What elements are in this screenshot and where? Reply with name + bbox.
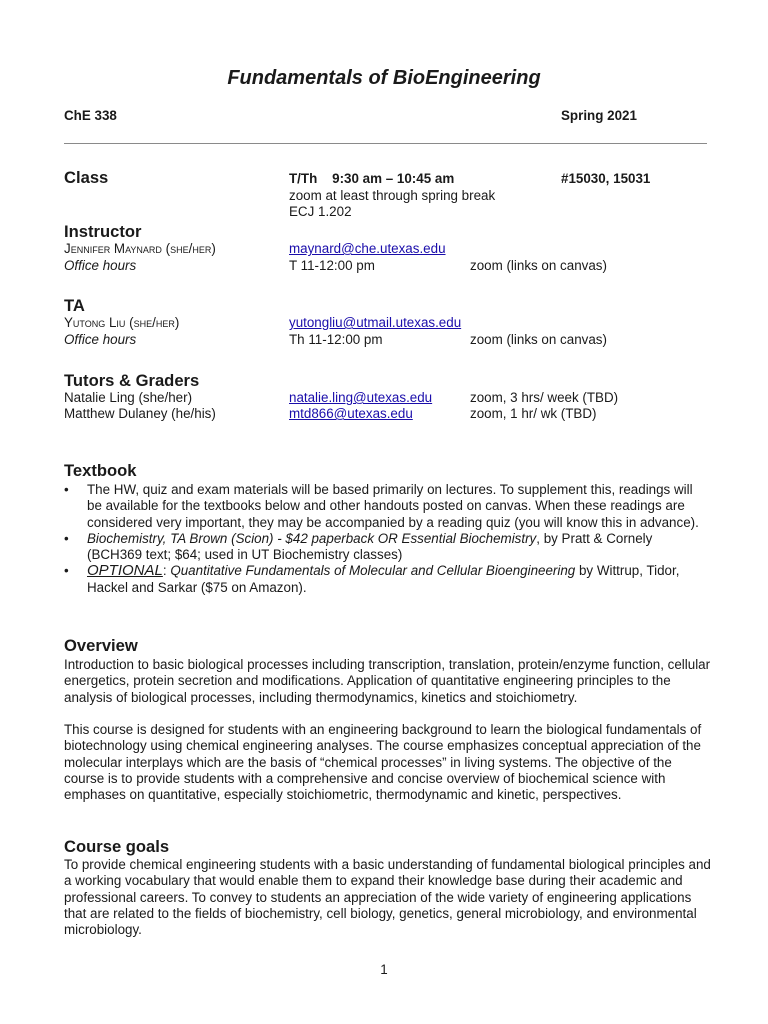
optional-label: OPTIONAL xyxy=(87,562,163,580)
tutor-hours: zoom, 1 hr/ wk (TBD) xyxy=(470,406,597,421)
instructor-heading: Instructor xyxy=(64,222,142,241)
textbook-item-text: , by Pratt & Cornely (BCH369 text; $64; used in UT Biochemistry classes) xyxy=(87,530,653,563)
list-item xyxy=(64,482,709,531)
textbook-item-text: by Wittrup, Tidor, Hackel and Sarkar ($75 on Amazon). xyxy=(87,563,680,595)
ta-heading: TA xyxy=(64,296,85,315)
tutor-email-link[interactable]: natalie.ling@utexas.edu xyxy=(289,390,433,405)
class-room: ECJ 1.202 xyxy=(289,204,352,219)
instructor-office-hours-label: Office hours xyxy=(64,258,137,273)
textbook-title: Biochemistry, TA Brown (Scion) - $42 paperback OR Essential Biochemistry xyxy=(87,530,537,546)
ta-name: Yutong Liu (she/her) xyxy=(64,315,180,330)
overview-paragraph: Introduction to basic biological processes including transcription, translation, protein/enzyme function, cellular energetics, protein secretion and modifications. Application of quantitative engineering principles to the analysis of biological processes, including thermodynamics, kinetics and stoichiometry. xyxy=(64,657,711,705)
goals-heading: Course goals xyxy=(64,837,170,856)
overview-heading: Overview xyxy=(64,636,138,655)
optional-colon: : xyxy=(162,563,171,579)
class-schedule: T/Th 9:30 am – 10:45 am xyxy=(289,171,455,186)
textbook-list xyxy=(64,482,709,596)
instructor-office-location: zoom (links on canvas) xyxy=(470,258,607,273)
list-item xyxy=(64,531,709,564)
course-code: ChE 338 xyxy=(64,108,117,123)
textbook-title: Quantitative Fundamentals of Molecular and Cellular Bioengineering xyxy=(170,563,576,579)
class-heading: Class xyxy=(64,168,109,187)
tutor-name: Matthew Dulaney (he/his) xyxy=(64,406,216,421)
ta-email-link[interactable]: yutongliu@utmail.utexas.edu xyxy=(289,315,462,330)
term: Spring 2021 xyxy=(561,108,637,123)
class-note: zoom at least through spring break xyxy=(289,188,496,203)
goals-paragraph: To provide chemical engineering students with a basic understanding of fundamental biological principles and a working vocabulary that would enable them to expand their knowledge base during their academic and professional careers. To convey to students an appreciation of the wide variety of engineering applications that are related to the fields of biochemistry, cell biology, genetics, general microbiology, and environmental microbiology. xyxy=(64,857,711,938)
overview-paragraph: This course is designed for students with an engineering background to learn the biological fundamentals of biotechnology using chemical engineering analyses. The course emphasizes conceptual appreciation of the molecular interplays which are the basis of “chemical processes” in living systems. The objective of the course is to provide students with a comprehensive and concise overview of biochemical science with emphases on quantitative, especially stoichiometric, thermodynamic and kinetic, perspectives. xyxy=(64,722,702,803)
ta-office-hours-label: Office hours xyxy=(64,332,137,347)
tutor-name: Natalie Ling (she/her) xyxy=(64,390,193,405)
tutor-email-link[interactable]: mtd866@utexas.edu xyxy=(289,406,413,421)
bullet-icon: • xyxy=(64,482,69,497)
instructor-email-link[interactable]: maynard@che.utexas.edu xyxy=(289,241,446,256)
tutors-heading: Tutors & Graders xyxy=(64,371,200,390)
bullet-icon: • xyxy=(64,530,69,546)
textbook-heading: Textbook xyxy=(64,461,137,480)
instructor-office-time: T 11-12:00 pm xyxy=(289,258,375,273)
ta-office-location: zoom (links on canvas) xyxy=(470,332,607,347)
tutor-hours: zoom, 3 hrs/ week (TBD) xyxy=(470,390,619,405)
header-divider xyxy=(64,143,707,144)
instructor-name: Jennifer Maynard (she/her) xyxy=(64,241,216,256)
page-number: 1 xyxy=(380,962,388,977)
ta-office-time: Th 11-12:00 pm xyxy=(289,332,383,347)
textbook-item-text: The HW, quiz and exam materials will be based primarily on lectures. To supplement this, readings will be available for the textbooks below and other handouts posted on canvas. When these readings are considered very important, they may be accompanied by a reading quiz (you will know this in advance). xyxy=(87,482,699,530)
bullet-icon: • xyxy=(64,563,69,579)
document-title: Fundamentals of BioEngineering xyxy=(227,67,541,89)
class-unique-numbers: #15030, 15031 xyxy=(561,171,651,186)
list-item xyxy=(64,563,709,596)
